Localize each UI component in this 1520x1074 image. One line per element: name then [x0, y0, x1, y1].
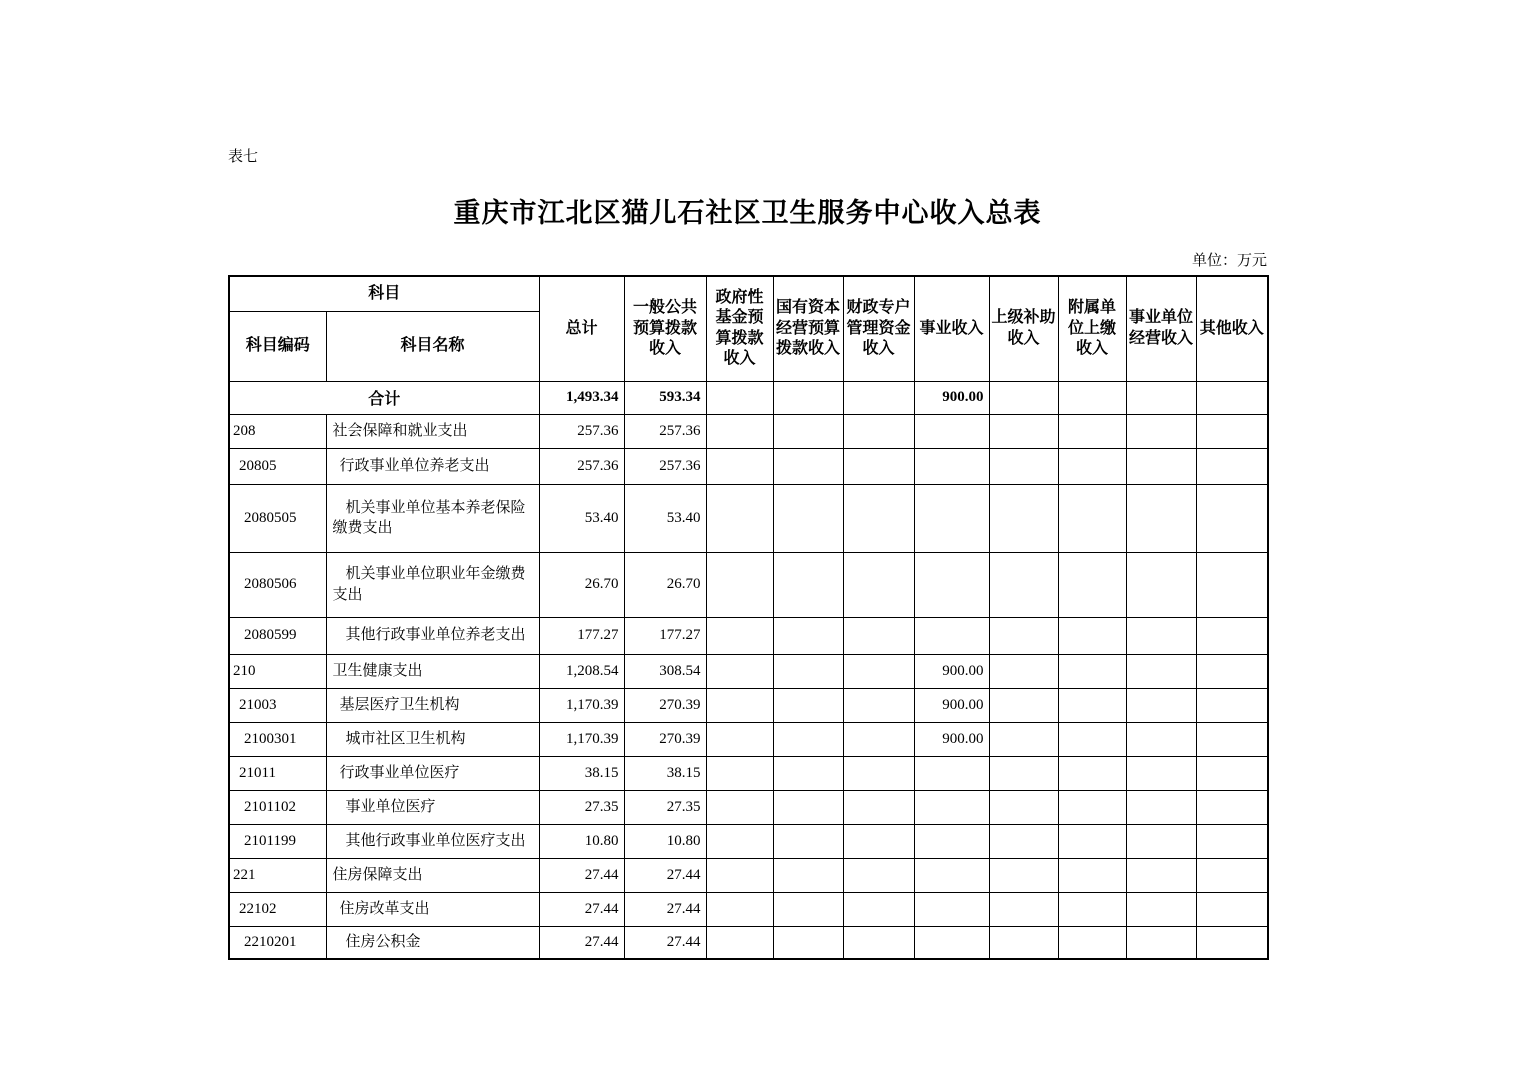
cell-gov-fund	[706, 414, 773, 448]
cell-name: 城市社区卫生机构	[326, 722, 539, 756]
cell-state-capital	[773, 381, 843, 414]
cell-operation	[1126, 926, 1196, 959]
cell-fiscal-account	[843, 892, 914, 926]
cell-fiscal-account	[843, 756, 914, 790]
cell-other	[1196, 552, 1268, 617]
cell-fiscal-account	[843, 381, 914, 414]
page-title: 重庆市江北区猫儿石社区卫生服务中心收入总表	[453, 198, 1042, 228]
cell-other	[1196, 484, 1268, 552]
cell-other	[1196, 892, 1268, 926]
cell-operation	[1126, 552, 1196, 617]
table-row	[229, 552, 1268, 617]
cell-general: 270.39	[624, 722, 706, 756]
cell-total: 10.80	[539, 824, 624, 858]
cell-operation	[1126, 414, 1196, 448]
cell-total: 1,208.54	[539, 654, 624, 688]
cell-operation	[1126, 654, 1196, 688]
header-gov-fund-budget: 政府性基金预算拨款收入	[706, 276, 773, 381]
cell-superior	[989, 722, 1058, 756]
cell-state-capital	[773, 448, 843, 484]
cell-superior	[989, 552, 1058, 617]
cell-total: 26.70	[539, 552, 624, 617]
cell-gov-fund	[706, 926, 773, 959]
cell-general: 257.36	[624, 414, 706, 448]
cell-other	[1196, 414, 1268, 448]
cell-superior	[989, 484, 1058, 552]
cell-total: 38.15	[539, 756, 624, 790]
cell-fiscal-account	[843, 448, 914, 484]
cell-name: 机关事业单位职业年金缴费支出	[326, 552, 539, 617]
cell-operation	[1126, 381, 1196, 414]
cell-code: 2080506	[229, 552, 326, 617]
cell-general: 53.40	[624, 484, 706, 552]
cell-affiliated	[1058, 414, 1126, 448]
cell-code: 2100301	[229, 722, 326, 756]
cell-state-capital	[773, 858, 843, 892]
cell-affiliated	[1058, 926, 1126, 959]
cell-affiliated	[1058, 688, 1126, 722]
table-row	[229, 756, 1268, 790]
cell-operation	[1126, 790, 1196, 824]
cell-general: 257.36	[624, 448, 706, 484]
cell-business	[914, 790, 989, 824]
cell-superior	[989, 858, 1058, 892]
cell-business	[914, 617, 989, 654]
cell-code: 210	[229, 654, 326, 688]
cell-state-capital	[773, 688, 843, 722]
cell-operation	[1126, 756, 1196, 790]
cell-total: 1,493.34	[539, 381, 624, 414]
cell-total: 53.40	[539, 484, 624, 552]
cell-other	[1196, 756, 1268, 790]
cell-name: 住房保障支出	[326, 858, 539, 892]
cell-fiscal-account	[843, 484, 914, 552]
table-row-total	[229, 381, 1268, 414]
cell-gov-fund	[706, 722, 773, 756]
cell-name: 住房改革支出	[326, 892, 539, 926]
header-affiliated-income: 附属单位上缴收入	[1058, 276, 1126, 381]
cell-total: 27.44	[539, 858, 624, 892]
cell-name: 其他行政事业单位医疗支出	[326, 824, 539, 858]
cell-operation	[1126, 617, 1196, 654]
header-total: 总计	[539, 276, 624, 381]
cell-general: 26.70	[624, 552, 706, 617]
cell-superior	[989, 790, 1058, 824]
cell-total: 1,170.39	[539, 688, 624, 722]
table-row	[229, 722, 1268, 756]
cell-affiliated	[1058, 654, 1126, 688]
cell-other	[1196, 654, 1268, 688]
cell-operation	[1126, 484, 1196, 552]
cell-superior	[989, 381, 1058, 414]
cell-other	[1196, 858, 1268, 892]
cell-operation	[1126, 448, 1196, 484]
header-business-income: 事业收入	[914, 276, 989, 381]
cell-name: 卫生健康支出	[326, 654, 539, 688]
income-summary-table	[228, 275, 1269, 960]
cell-code: 221	[229, 858, 326, 892]
cell-superior	[989, 892, 1058, 926]
cell-superior	[989, 617, 1058, 654]
cell-business	[914, 756, 989, 790]
cell-fiscal-account	[843, 722, 914, 756]
cell-code: 208	[229, 414, 326, 448]
cell-total: 257.36	[539, 414, 624, 448]
cell-total: 27.44	[539, 892, 624, 926]
cell-general: 38.15	[624, 756, 706, 790]
header-fiscal-account: 财政专户管理资金收入	[843, 276, 914, 381]
cell-business	[914, 892, 989, 926]
header-subject-code: 科目编码	[229, 311, 326, 381]
cell-other	[1196, 722, 1268, 756]
cell-code: 2210201	[229, 926, 326, 959]
cell-business	[914, 484, 989, 552]
cell-affiliated	[1058, 617, 1126, 654]
table-row	[229, 790, 1268, 824]
cell-code: 2101199	[229, 824, 326, 858]
cell-affiliated	[1058, 722, 1126, 756]
cell-fiscal-account	[843, 926, 914, 959]
cell-state-capital	[773, 790, 843, 824]
cell-business: 900.00	[914, 381, 989, 414]
cell-gov-fund	[706, 858, 773, 892]
cell-name: 机关事业单位基本养老保险缴费支出	[326, 484, 539, 552]
cell-general: 27.44	[624, 892, 706, 926]
table-row	[229, 824, 1268, 858]
cell-state-capital	[773, 414, 843, 448]
cell-general: 270.39	[624, 688, 706, 722]
table-row	[229, 448, 1268, 484]
cell-superior	[989, 824, 1058, 858]
cell-name: 住房公积金	[326, 926, 539, 959]
cell-business	[914, 552, 989, 617]
cell-state-capital	[773, 722, 843, 756]
cell-affiliated	[1058, 892, 1126, 926]
header-superior-subsidy: 上级补助收入	[989, 276, 1058, 381]
cell-name: 行政事业单位医疗	[326, 756, 539, 790]
cell-gov-fund	[706, 688, 773, 722]
cell-total-label: 合计	[229, 381, 539, 414]
table-row	[229, 688, 1268, 722]
cell-gov-fund	[706, 654, 773, 688]
cell-gov-fund	[706, 448, 773, 484]
cell-total: 177.27	[539, 617, 624, 654]
cell-other	[1196, 926, 1268, 959]
cell-other	[1196, 824, 1268, 858]
header-subject: 科目	[229, 276, 539, 311]
cell-affiliated	[1058, 858, 1126, 892]
cell-code: 2101102	[229, 790, 326, 824]
cell-gov-fund	[706, 484, 773, 552]
cell-fiscal-account	[843, 414, 914, 448]
cell-state-capital	[773, 552, 843, 617]
cell-business: 900.00	[914, 722, 989, 756]
cell-business	[914, 414, 989, 448]
header-operation-income: 事业单位经营收入	[1126, 276, 1196, 381]
table-row	[229, 654, 1268, 688]
cell-total: 27.44	[539, 926, 624, 959]
cell-affiliated	[1058, 448, 1126, 484]
cell-code: 21003	[229, 688, 326, 722]
cell-state-capital	[773, 892, 843, 926]
cell-general: 308.54	[624, 654, 706, 688]
table-row	[229, 858, 1268, 892]
cell-other	[1196, 790, 1268, 824]
cell-state-capital	[773, 756, 843, 790]
cell-business	[914, 824, 989, 858]
cell-total: 1,170.39	[539, 722, 624, 756]
cell-other	[1196, 448, 1268, 484]
cell-fiscal-account	[843, 858, 914, 892]
cell-general: 27.44	[624, 926, 706, 959]
header-general-public-budget: 一般公共预算拨款收入	[624, 276, 706, 381]
cell-name: 行政事业单位养老支出	[326, 448, 539, 484]
header-row-1	[229, 276, 1268, 311]
cell-state-capital	[773, 926, 843, 959]
table-row	[229, 892, 1268, 926]
cell-superior	[989, 756, 1058, 790]
cell-gov-fund	[706, 824, 773, 858]
cell-operation	[1126, 858, 1196, 892]
table-row	[229, 926, 1268, 959]
cell-name: 其他行政事业单位养老支出	[326, 617, 539, 654]
cell-superior	[989, 688, 1058, 722]
cell-general: 27.35	[624, 790, 706, 824]
cell-business	[914, 858, 989, 892]
cell-operation	[1126, 722, 1196, 756]
cell-affiliated	[1058, 824, 1126, 858]
cell-business	[914, 926, 989, 959]
table-row	[229, 484, 1268, 552]
unit-note: 单位：万元	[1191, 253, 1267, 269]
cell-superior	[989, 926, 1058, 959]
cell-superior	[989, 448, 1058, 484]
cell-gov-fund	[706, 756, 773, 790]
cell-fiscal-account	[843, 688, 914, 722]
cell-superior	[989, 414, 1058, 448]
cell-superior	[989, 654, 1058, 688]
cell-fiscal-account	[843, 790, 914, 824]
cell-code: 20805	[229, 448, 326, 484]
sheet-label: 表七	[228, 149, 259, 165]
cell-gov-fund	[706, 617, 773, 654]
cell-total: 27.35	[539, 790, 624, 824]
cell-name: 基层医疗卫生机构	[326, 688, 539, 722]
cell-general: 10.80	[624, 824, 706, 858]
cell-gov-fund	[706, 892, 773, 926]
cell-state-capital	[773, 484, 843, 552]
header-subject-name: 科目名称	[326, 311, 539, 381]
cell-affiliated	[1058, 756, 1126, 790]
cell-affiliated	[1058, 790, 1126, 824]
cell-code: 21011	[229, 756, 326, 790]
cell-name: 社会保障和就业支出	[326, 414, 539, 448]
cell-state-capital	[773, 824, 843, 858]
cell-general: 177.27	[624, 617, 706, 654]
cell-gov-fund	[706, 381, 773, 414]
cell-operation	[1126, 892, 1196, 926]
cell-gov-fund	[706, 790, 773, 824]
cell-total: 257.36	[539, 448, 624, 484]
cell-business: 900.00	[914, 688, 989, 722]
cell-gov-fund	[706, 552, 773, 617]
cell-code: 2080599	[229, 617, 326, 654]
cell-state-capital	[773, 617, 843, 654]
cell-fiscal-account	[843, 552, 914, 617]
table-row	[229, 617, 1268, 654]
cell-general: 593.34	[624, 381, 706, 414]
cell-other	[1196, 381, 1268, 414]
header-state-capital-budget: 国有资本经营预算拨款收入	[773, 276, 843, 381]
cell-business	[914, 448, 989, 484]
cell-state-capital	[773, 654, 843, 688]
cell-other	[1196, 688, 1268, 722]
cell-business: 900.00	[914, 654, 989, 688]
cell-other	[1196, 617, 1268, 654]
cell-name: 事业单位医疗	[326, 790, 539, 824]
cell-code: 2080505	[229, 484, 326, 552]
cell-fiscal-account	[843, 617, 914, 654]
header-other-income: 其他收入	[1196, 276, 1268, 381]
cell-affiliated	[1058, 484, 1126, 552]
cell-general: 27.44	[624, 858, 706, 892]
cell-operation	[1126, 688, 1196, 722]
cell-code: 22102	[229, 892, 326, 926]
cell-operation	[1126, 824, 1196, 858]
table-row	[229, 414, 1268, 448]
cell-fiscal-account	[843, 824, 914, 858]
cell-affiliated	[1058, 552, 1126, 617]
cell-affiliated	[1058, 381, 1126, 414]
cell-fiscal-account	[843, 654, 914, 688]
